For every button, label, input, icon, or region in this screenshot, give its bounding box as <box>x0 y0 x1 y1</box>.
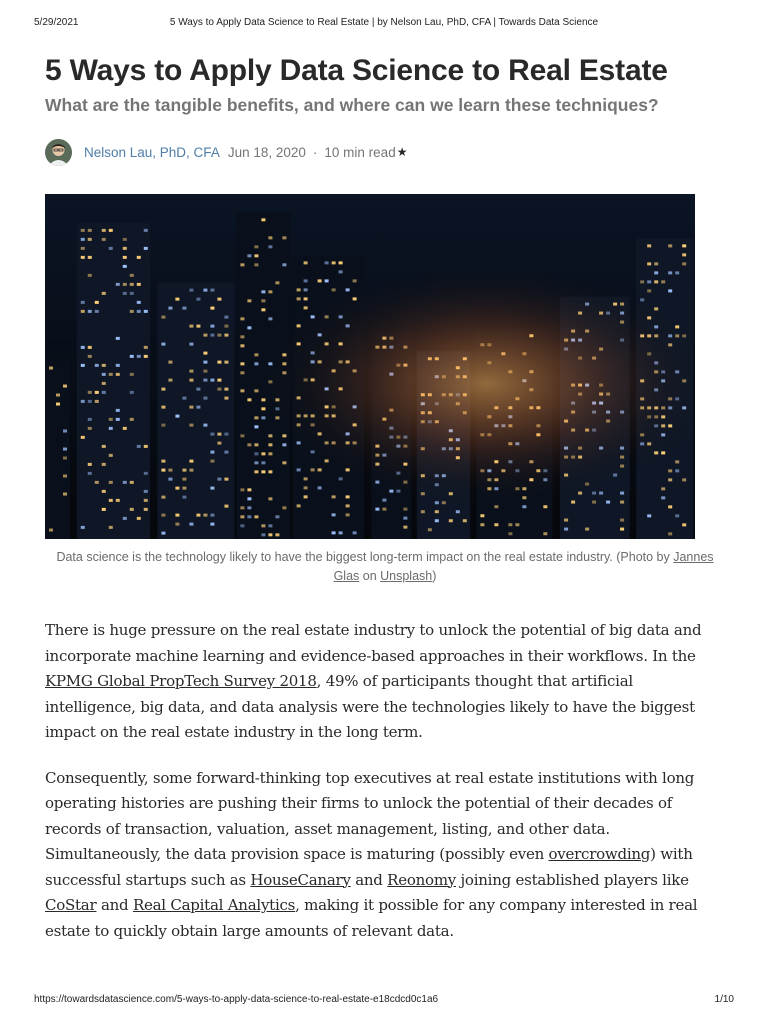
caption-end: ) <box>432 569 437 583</box>
member-star-icon: ★ <box>396 145 408 159</box>
print-header <box>34 17 734 31</box>
paragraph-2 <box>45 766 725 945</box>
housecanary-link[interactable]: HouseCanary <box>250 870 351 889</box>
kpmg-survey-link[interactable]: KPMG Global PropTech Survey 2018 <box>45 672 317 690</box>
overcrowding-link[interactable]: overcrowding <box>548 845 651 863</box>
caption-text: Data science is the technology likely to have the biggest long-term impact on the real estate industry. (Photo by <box>56 550 674 564</box>
p2-text-3: and <box>350 870 388 889</box>
real-capital-analytics-link[interactable]: Real Capital Analytics <box>132 896 296 914</box>
costar-link[interactable]: CoStar <box>45 896 97 914</box>
article-title: 5 Ways to Apply Data Science to Real Estate <box>45 54 668 87</box>
hero-caption <box>45 548 725 586</box>
byline <box>45 137 725 167</box>
print-page-number: 1/10 <box>714 994 734 1005</box>
p2-text-6: , making it possible for any company interested in real estate to quickly obtain large amounts of relevant data. <box>45 896 698 940</box>
p2-text-4: joining established players like <box>456 870 689 889</box>
read-time: 10 min read <box>324 144 396 160</box>
p1-text-a: There is huge pressure on the real estate industry to unlock the potential of big data and incorporate machine learning and evidence-based approaches in their workflows. In the <box>45 621 702 665</box>
print-date: 5/29/2021 <box>34 17 79 28</box>
publish-date: Jun 18, 2020 <box>227 144 306 160</box>
p2-text-1: Consequently, some forward-thinking top executives at real estate institutions with long operating histories are pushing their firms to unlock the potential of their decades of records of transaction, valuation, asset management, listing, and other data. Simultaneously, the data provision space is maturing (possibly even <box>45 768 695 863</box>
caption-on: on <box>359 569 381 583</box>
hero-image <box>45 194 695 539</box>
unsplash-link[interactable]: Unsplash <box>380 569 433 583</box>
p2-text-5: and <box>96 896 133 914</box>
byline-separator: · <box>312 144 318 160</box>
print-url: https://towardsdatascience.com/5-ways-to-apply-data-science-to-real-estate-e18cdcd0c1a6 <box>34 994 439 1005</box>
print-footer <box>34 994 734 1008</box>
p1-text-b: , 49% of participants thought that artificial intelligence, big data, and data analysis were the technologies likely to have the biggest impact on the real estate industry in the long term. <box>45 672 695 741</box>
paragraph-1 <box>45 618 725 746</box>
print-doc-title: 5 Ways to Apply Data Science to Real Estate | by Nelson Lau, PhD, CFA | Towards Data Science <box>169 17 599 28</box>
author-avatar[interactable] <box>45 139 72 166</box>
reonomy-link[interactable]: Reonomy <box>387 870 457 889</box>
article <box>45 52 725 964</box>
article-subtitle: What are the tangible benefits, and where can we learn these techniques? <box>45 95 659 115</box>
article-body <box>45 618 725 944</box>
author-link[interactable]: Nelson Lau, PhD, CFA <box>84 144 220 160</box>
photographer-link[interactable]: Jannes Glas <box>333 550 714 583</box>
p2-text-2: ) with successful startups such as <box>45 845 693 889</box>
